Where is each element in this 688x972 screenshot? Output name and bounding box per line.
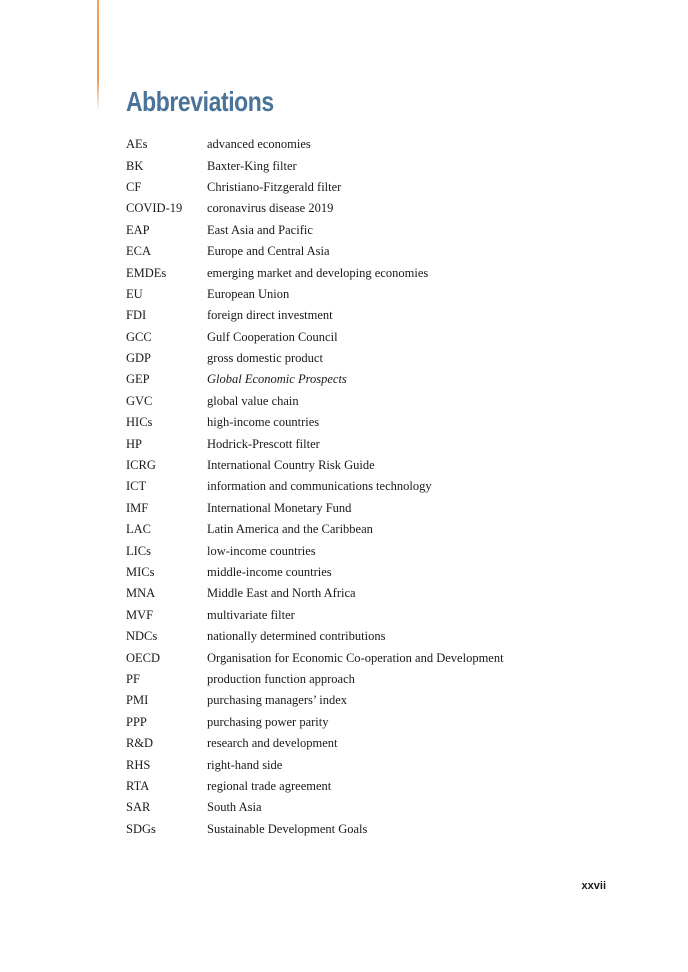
abbreviation-term: ICRG — [126, 458, 156, 473]
abbreviation-row — [126, 369, 606, 390]
abbreviation-definition: information and communications technology — [207, 479, 432, 494]
abbreviation-row — [126, 562, 606, 583]
abbreviation-term: LAC — [126, 522, 151, 537]
abbreviation-definition: South Asia — [207, 800, 262, 815]
abbreviation-definition: Baxter-King filter — [207, 158, 297, 173]
abbreviation-definition: emerging market and developing economies — [207, 265, 429, 280]
abbreviation-term: ECA — [126, 244, 151, 259]
abbreviation-row — [126, 712, 606, 733]
abbreviation-row — [126, 690, 606, 711]
abbreviation-term: SAR — [126, 800, 151, 815]
abbreviation-row — [126, 177, 606, 198]
abbreviation-term: EAP — [126, 222, 150, 237]
abbreviation-term: PPP — [126, 714, 147, 729]
abbreviation-definition: Sustainable Development Goals — [207, 821, 368, 836]
abbreviation-definition: International Monetary Fund — [207, 500, 352, 515]
abbreviation-list — [126, 134, 606, 840]
abbreviation-definition: Organisation for Economic Co-operation and Development — [207, 650, 504, 665]
abbreviation-definition: middle-income countries — [207, 565, 332, 579]
abbreviation-row — [126, 348, 606, 369]
abbreviation-row — [126, 519, 606, 540]
abbreviation-row — [126, 305, 606, 326]
abbreviation-term: GDP — [126, 351, 152, 366]
abbreviation-row — [126, 241, 606, 262]
abbreviation-definition: purchasing managers’ index — [207, 693, 347, 708]
abbreviation-row — [126, 647, 606, 668]
abbreviation-term: PF — [126, 671, 140, 686]
abbreviation-term: BK — [126, 158, 144, 173]
accent-bar — [97, 0, 99, 112]
abbreviation-row — [126, 433, 606, 454]
abbreviation-definition: European Union — [207, 286, 290, 301]
abbreviation-row — [126, 669, 606, 690]
abbreviation-definition: advanced economies — [207, 137, 311, 152]
abbreviation-row — [126, 626, 606, 647]
abbreviation-row — [126, 776, 606, 797]
abbreviation-term: CF — [126, 179, 142, 194]
abbreviation-term: ICT — [126, 479, 147, 494]
abbreviation-definition: Latin America and the Caribbean — [207, 522, 373, 537]
abbreviation-row — [126, 754, 606, 775]
abbreviation-row — [126, 498, 606, 519]
abbreviation-term: EMDEs — [126, 265, 167, 280]
abbreviation-row — [126, 540, 606, 561]
abbreviation-definition: Christiano-Fitzgerald filter — [207, 179, 342, 194]
abbreviation-term: COVID-19 — [126, 201, 183, 216]
abbreviation-definition: low-income countries — [207, 543, 316, 558]
abbreviation-definition: gross domestic product — [207, 351, 323, 366]
abbreviation-definition: Global Economic Prospects — [207, 372, 347, 387]
abbreviation-term: MNA — [126, 586, 156, 601]
page-number: xxvii — [581, 880, 606, 892]
abbreviation-term: OECD — [126, 650, 161, 665]
abbreviation-term: GCC — [126, 329, 152, 344]
abbreviation-term: RHS — [126, 757, 151, 772]
abbreviation-definition: Gulf Cooperation Council — [207, 329, 338, 344]
abbreviation-row — [126, 155, 606, 176]
abbreviation-term: MVF — [126, 607, 154, 622]
abbreviation-definition: production function approach — [207, 671, 355, 686]
abbreviation-row — [126, 327, 606, 348]
abbreviation-term: MICs — [126, 565, 155, 579]
abbreviation-term: EU — [126, 286, 143, 301]
abbreviation-term: FDI — [126, 308, 147, 323]
abbreviation-definition: multivariate filter — [207, 607, 295, 622]
abbreviation-definition: Hodrick-Prescott filter — [207, 436, 320, 451]
abbreviation-term: PMI — [126, 693, 149, 708]
abbreviation-row — [126, 391, 606, 412]
abbreviation-definition: Europe and Central Asia — [207, 244, 330, 259]
abbreviation-row — [126, 476, 606, 497]
abbreviation-row — [126, 733, 606, 754]
abbreviation-definition: Middle East and North Africa — [207, 586, 356, 601]
abbreviation-row — [126, 455, 606, 476]
abbreviation-row — [126, 797, 606, 818]
abbreviation-row — [126, 134, 606, 155]
abbreviation-term: HP — [126, 436, 142, 451]
abbreviation-term: GEP — [126, 372, 150, 387]
abbreviation-term: SDGs — [126, 821, 156, 836]
abbreviation-row — [126, 198, 606, 219]
abbreviation-term: RTA — [126, 778, 150, 793]
abbreviation-row — [126, 262, 606, 283]
abbreviation-term: AEs — [126, 137, 148, 152]
abbreviation-term: R&D — [126, 736, 154, 751]
abbreviation-row — [126, 284, 606, 305]
abbreviation-definition: high-income countries — [207, 415, 320, 430]
abbreviation-row — [126, 605, 606, 626]
abbreviation-term: IMF — [126, 500, 149, 515]
page-title: Abbreviations — [126, 86, 274, 117]
abbreviation-term: GVC — [126, 393, 153, 408]
abbreviation-definition: International Country Risk Guide — [207, 458, 375, 473]
abbreviation-definition: East Asia and Pacific — [207, 222, 313, 237]
abbreviation-term: NDCs — [126, 629, 158, 644]
abbreviation-definition: coronavirus disease 2019 — [207, 201, 334, 216]
abbreviation-row — [126, 583, 606, 604]
abbreviation-term: LICs — [126, 543, 151, 558]
abbreviation-definition: research and development — [207, 736, 338, 751]
abbreviation-term: HICs — [126, 415, 153, 430]
abbreviation-definition: purchasing power parity — [207, 714, 329, 729]
abbreviation-definition: nationally determined contributions — [207, 629, 386, 644]
abbreviation-row — [126, 819, 606, 840]
abbreviation-definition: global value chain — [207, 393, 299, 408]
abbreviation-row — [126, 220, 606, 241]
abbreviation-definition: foreign direct investment — [207, 308, 333, 323]
abbreviation-definition: regional trade agreement — [207, 778, 332, 793]
abbreviation-definition: right-hand side — [207, 757, 283, 772]
abbreviation-row — [126, 412, 606, 433]
